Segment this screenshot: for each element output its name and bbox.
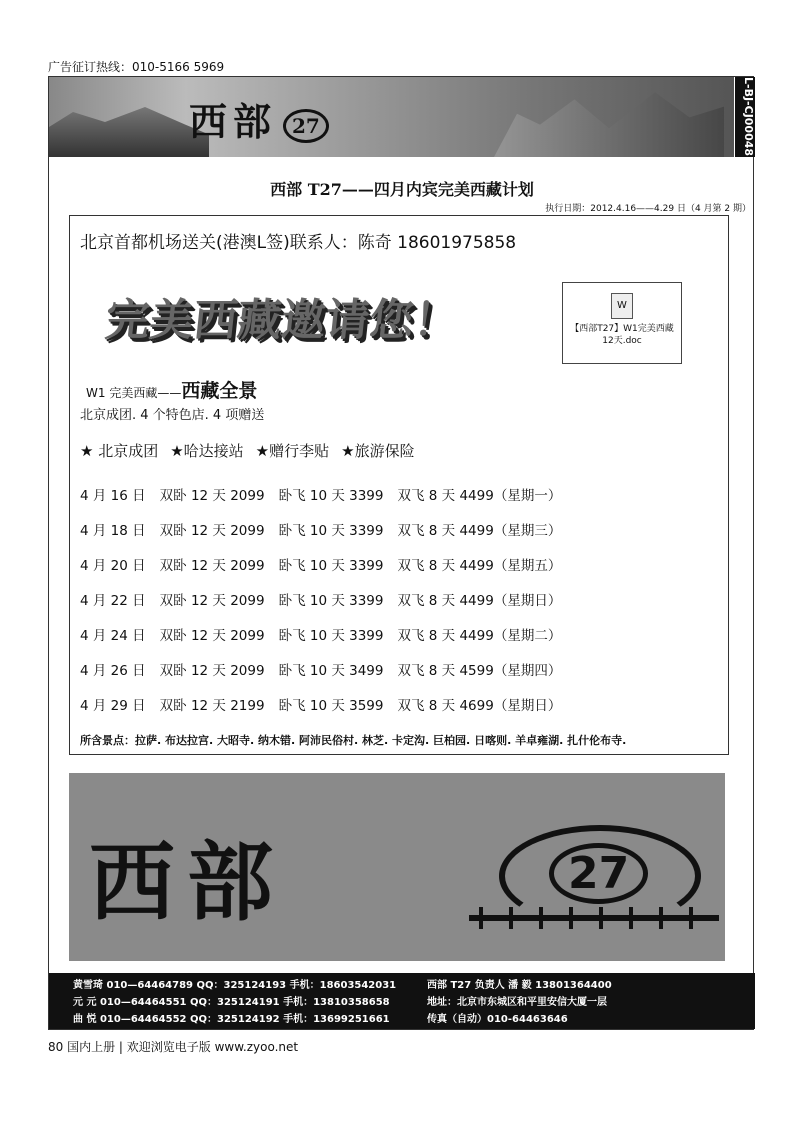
invite-headline: 完美西藏邀请您！ xyxy=(102,295,461,346)
banner-logo: 西部 27 xyxy=(189,91,329,146)
temple-dancer-image xyxy=(494,85,724,157)
feature-item: ★旅游保险 xyxy=(341,442,415,460)
tour-panel xyxy=(69,215,729,755)
airport-contact: 北京首都机场送关(港澳L签)联系人：陈奇 18601975858 xyxy=(80,233,517,253)
ad-frame xyxy=(48,76,754,1030)
palace-hill-image xyxy=(49,107,209,157)
exec-date: 执行日期：2012.4.16——4.29 日（4 月第 2 期） xyxy=(545,204,751,214)
schedule-row: 4 月 26 日 双卧 12 天 2099 卧飞 10 天 3499 双飞 8 天 4599（星期四） xyxy=(80,663,562,679)
big-logo-number: 27 xyxy=(549,843,648,904)
feature-item: ★哈达接站 xyxy=(170,442,244,460)
staff-contacts: 黄雪琦 010—64464789 QQ：325124193 手机：18603542031 元 元 010—64464551 QQ：325124191 手机：13810358658 曲 悦 010—64464552 QQ：325124192 手机：13699251661 xyxy=(73,980,397,1025)
schedule-row: 4 月 16 日 双卧 12 天 2099 卧飞 10 天 3399 双飞 8 天 4499（星期一） xyxy=(80,488,562,504)
doc-attachment[interactable] xyxy=(562,282,682,364)
rail-track-icon xyxy=(469,915,719,921)
schedule-row: 4 月 18 日 双卧 12 天 2099 卧飞 10 天 3399 双飞 8 天 4499（星期三） xyxy=(80,523,562,539)
schedule-row: 4 月 20 日 双卧 12 天 2099 卧飞 10 天 3399 双飞 8 天 4499（星期五） xyxy=(80,558,562,574)
page-footer: 80 国内上册 | 欢迎浏览电子版 www.zyoo.net xyxy=(48,1040,299,1054)
office-info: 西部 T27 负责人 潘 毅 13801364400 地址：北京市东城区和平里安信大厦一层 传真（自动）010-64463646 xyxy=(427,980,612,1025)
schedule-row: 4 月 29 日 双卧 12 天 2199 卧飞 10 天 3599 双飞 8 天 4699（星期日） xyxy=(80,698,562,714)
product-subline: 北京成团. 4 个特色店. 4 项赠送 xyxy=(80,408,265,423)
plan-title: 西部 T27——四月内宾完美西藏计划 xyxy=(270,180,534,199)
doc-filename: 【西部T27】W1完美西藏12天.doc xyxy=(570,324,674,346)
schedule-row: 4 月 22 日 双卧 12 天 2099 卧飞 10 天 3399 双飞 8 天 4499（星期日） xyxy=(80,593,562,609)
included-spots: 所含景点：拉萨. 布达拉宫. 大昭寺. 纳木错. 阿沛民俗村. 林芝. 卡定沟. 巨柏园. 日喀则. 羊卓雍湖. 扎什伦布寺. xyxy=(80,734,627,747)
t27-logo-icon: 27 xyxy=(283,109,329,143)
word-doc-icon: W xyxy=(611,293,633,319)
feature-item: ★赠行李贴 xyxy=(255,442,330,460)
feature-list xyxy=(80,440,415,461)
header-banner xyxy=(49,77,734,157)
contact-footer xyxy=(49,973,755,1029)
product-title: W1 完美西藏——西藏全景 xyxy=(86,380,258,402)
big-logo-banner xyxy=(69,773,725,961)
feature-item: ★ 北京成团 xyxy=(80,442,159,460)
side-code: L-BJ-CJ00048 xyxy=(735,77,755,157)
big-logo-text: 西部 xyxy=(89,832,285,933)
schedule-row: 4 月 24 日 双卧 12 天 2099 卧飞 10 天 3399 双飞 8 天 4499（星期二） xyxy=(80,628,562,644)
ad-hotline: 广告征订热线：010-5166 5969 xyxy=(48,60,225,74)
schedule-list xyxy=(80,484,561,729)
